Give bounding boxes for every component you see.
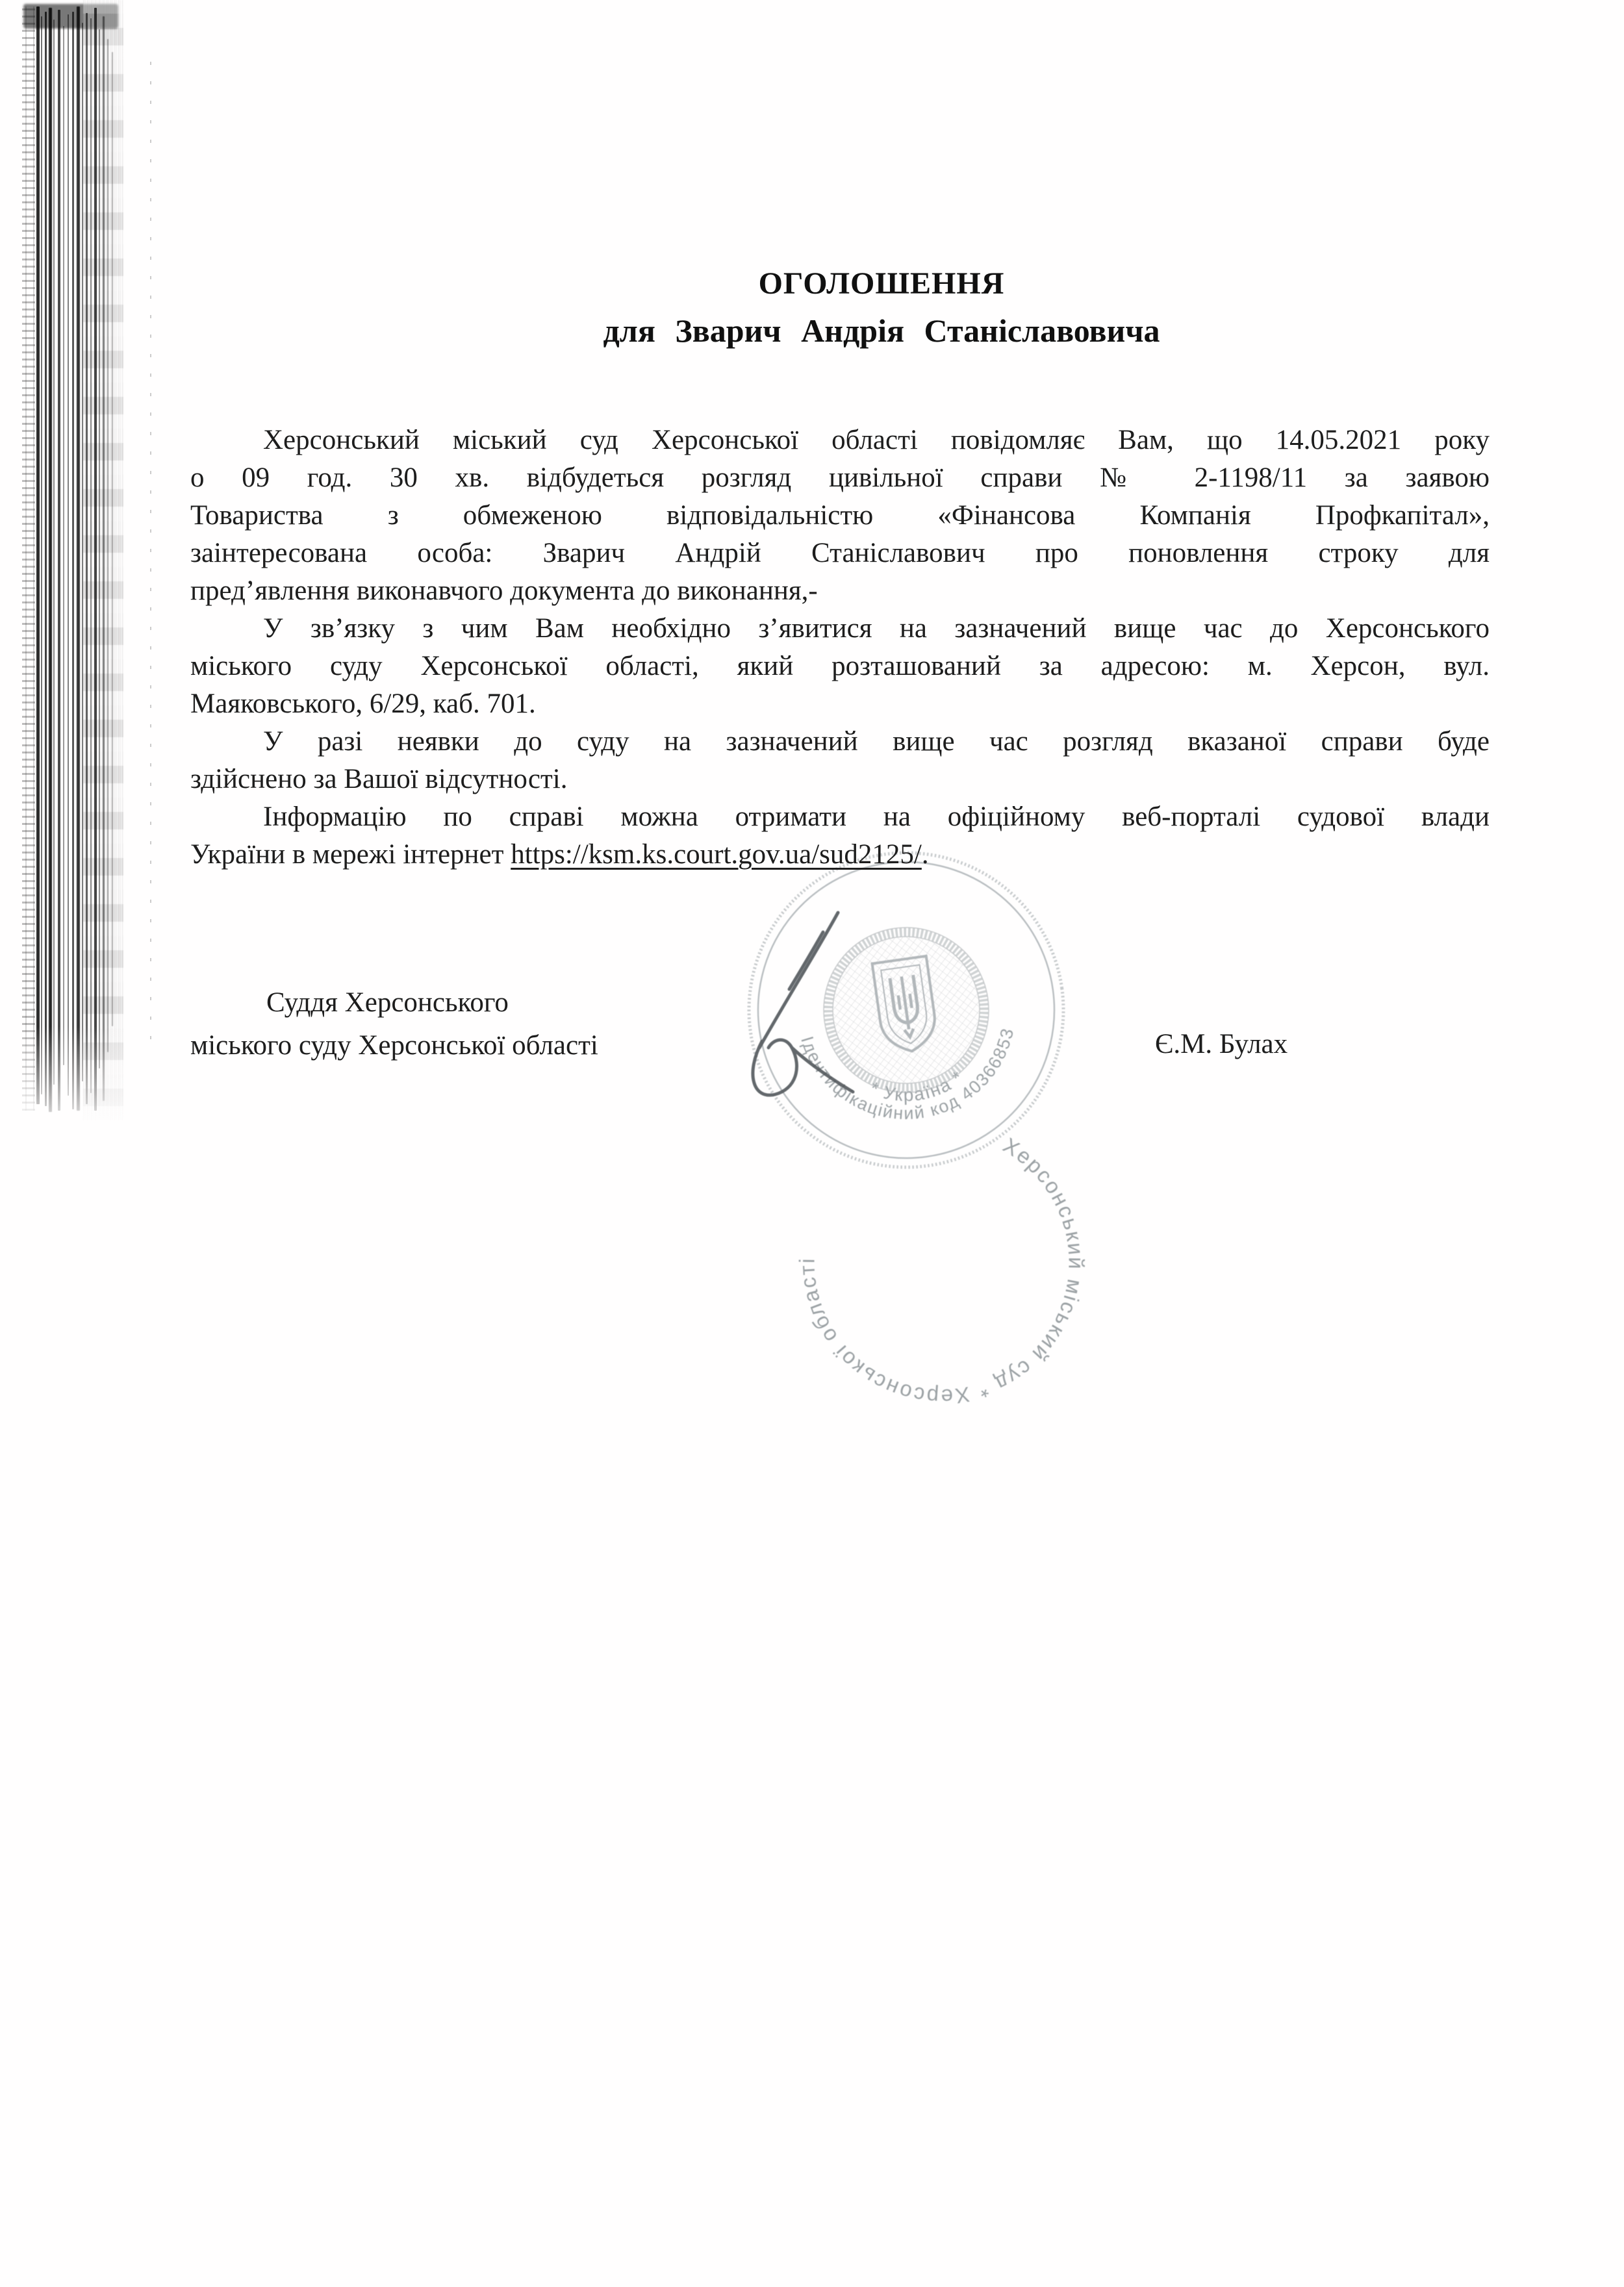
link-suffix-text: . xyxy=(921,839,929,870)
seal-id-text: Ідентифікаційний код 40366853 xyxy=(797,1025,1018,1124)
svg-text:Херсонський міський суд * Херс xyxy=(780,1124,1108,1428)
scan-streak xyxy=(53,19,55,1085)
scan-streak xyxy=(77,6,80,1111)
document-title xyxy=(190,261,1490,355)
scan-streak xyxy=(63,26,64,1065)
seal-outer-text: Херсонський міський суд * Херсонської області xyxy=(794,1133,1089,1409)
document-text-line xyxy=(190,836,1490,874)
scanner-artifact-band xyxy=(0,0,162,1143)
judge-name: Є.М. Булах xyxy=(1155,1029,1288,1059)
document-text-line: У разі неявки до суду на зазначений вище час розгляд вказаної справи буде xyxy=(263,726,1490,757)
title-line-2: для Зварич Андрія Станіславовича xyxy=(603,312,1160,349)
document-text-line: Інформацію по справі можна отримати на офіційному веб-порталі судової влади xyxy=(263,802,1490,832)
scan-speckles xyxy=(22,6,35,1111)
scan-streak xyxy=(107,39,108,1052)
seal-graphic xyxy=(729,833,1118,1430)
scan-streak xyxy=(86,13,88,1104)
scan-streak xyxy=(41,16,42,1094)
scan-streak xyxy=(45,12,47,1106)
document-text-line: Херсонський міський суд Херсонської області повідомляє Вам, що 14.05.2021 року xyxy=(263,425,1490,455)
document-text-line: пред’явлення виконавчого документа до виконання,- xyxy=(190,575,818,606)
seal-country-text: * Україна * xyxy=(867,1067,968,1106)
scan-streak xyxy=(49,8,52,1112)
document-text-line: о 09 год. 30 хв. відбудеться розгляд цивільної справи № 2-1198/11 за заявою xyxy=(190,462,1490,493)
scan-streak xyxy=(82,23,83,1081)
title-line-1: ОГОЛОШЕННЯ xyxy=(758,266,1005,301)
link-prefix-text: України в мережі інтернет xyxy=(190,839,511,870)
document-body xyxy=(190,422,1490,874)
signature-block xyxy=(190,981,827,1067)
scan-streak xyxy=(72,12,74,1109)
scan-streak xyxy=(58,10,60,1111)
judge-role-line-2: міського суду Херсонської області xyxy=(190,1030,598,1061)
document-text-line: міського суду Херсонської області, який розташований за адресою: м. Херсон, вул. xyxy=(190,651,1490,681)
scan-streak xyxy=(112,52,113,1026)
scan-streak xyxy=(94,8,97,1111)
document-text-line: заінтересована особа: Зварич Андрій Станіславович про поновлення строку для xyxy=(190,538,1490,568)
document-text-line: У зв’язку з чим Вам необхідно з’явитися на зазначений вище час до Херсонського xyxy=(263,613,1490,644)
document-text-line: Маяковського, 6/29, каб. 701. xyxy=(190,689,536,719)
scan-streak xyxy=(68,14,69,1096)
scan-streak xyxy=(36,6,40,1104)
scan-streak xyxy=(103,16,105,1101)
scan-streak xyxy=(99,29,100,1068)
document-text-line: здійснено за Вашої відсутності. xyxy=(190,764,568,794)
court-portal-link[interactable]: https://ksm.ks.court.gov.ua/sud2125/ xyxy=(511,839,922,870)
scan-streak xyxy=(90,18,92,1093)
scan-fold-line xyxy=(150,52,151,1039)
document-text-line: Товариства з обмеженою відповідальністю «Фінансова Компанія Профкапітал», xyxy=(190,500,1490,531)
judge-role-line-1: Суддя Херсонського xyxy=(266,987,509,1018)
